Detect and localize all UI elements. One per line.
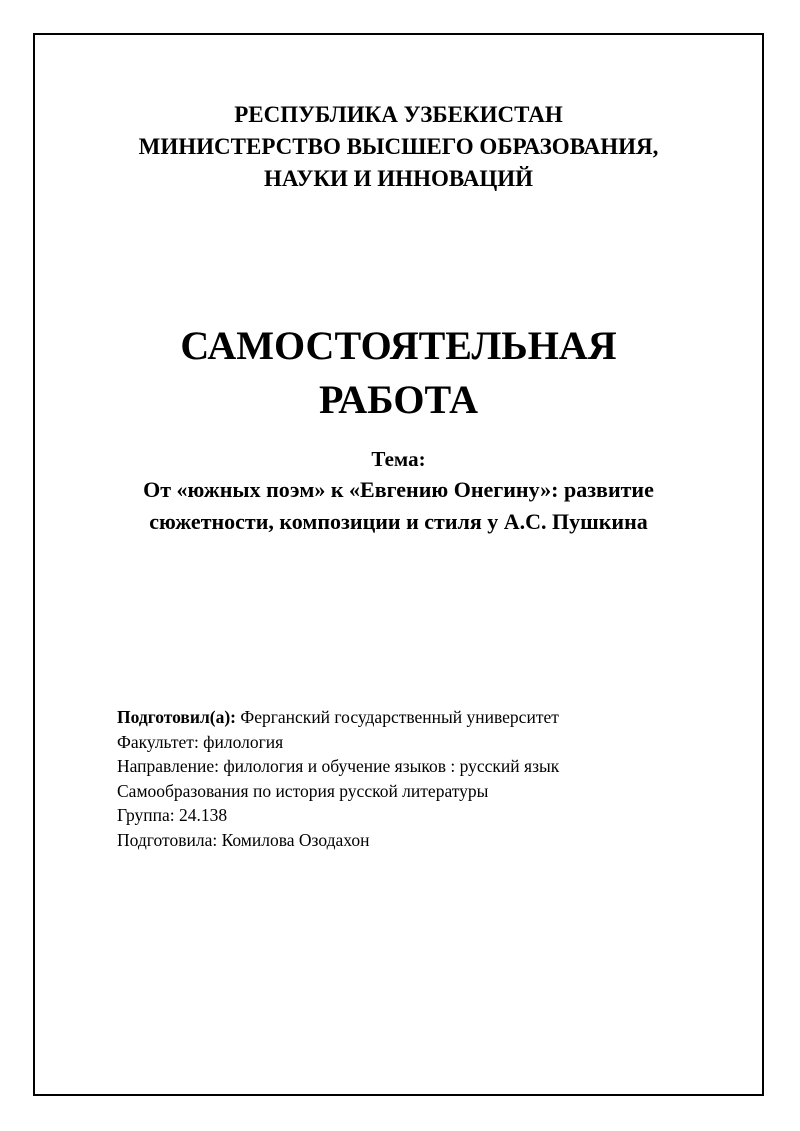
institution-header (35, 99, 762, 195)
header-ministry: МИНИСТЕРСТВО ВЫСШЕГО ОБРАЗОВАНИЯ, (138, 134, 659, 159)
direction-line: Направление: филология и обучение языков : русский язык (117, 756, 560, 776)
self-study-line: Самообразования по история русской литературы (117, 780, 489, 801)
prepared-label: Подготовил(а): (117, 707, 237, 727)
document-title-line1: САМОСТОЯТЕЛЬНАЯ (180, 323, 617, 368)
header-ministry-continued: НАУКИ И ИННОВАЦИЙ (263, 166, 534, 191)
page-border (33, 33, 764, 1096)
theme-text-line1: От «южных поэм» к «Евгению Онегину»: развитие (143, 477, 654, 502)
theme-text (35, 474, 762, 538)
document-title (35, 319, 762, 427)
prepared-university: Ферганский государственный университет (236, 707, 559, 727)
faculty-line: Факультет: филология (117, 731, 284, 752)
theme-label: Тема: (371, 447, 426, 471)
theme-text-line2: сюжетности, композиции и стиля у А.С. Пушкина (149, 509, 648, 534)
group-line: Группа: 24.138 (117, 805, 228, 825)
author-info (117, 705, 559, 852)
document-title-line2: РАБОТА (318, 377, 479, 422)
prepared-line (117, 705, 559, 730)
header-country: РЕСПУБЛИКА УЗБЕКИСТАН (234, 102, 563, 127)
prepared-by-line: Подготовила: Комилова Озодахон (117, 829, 370, 850)
